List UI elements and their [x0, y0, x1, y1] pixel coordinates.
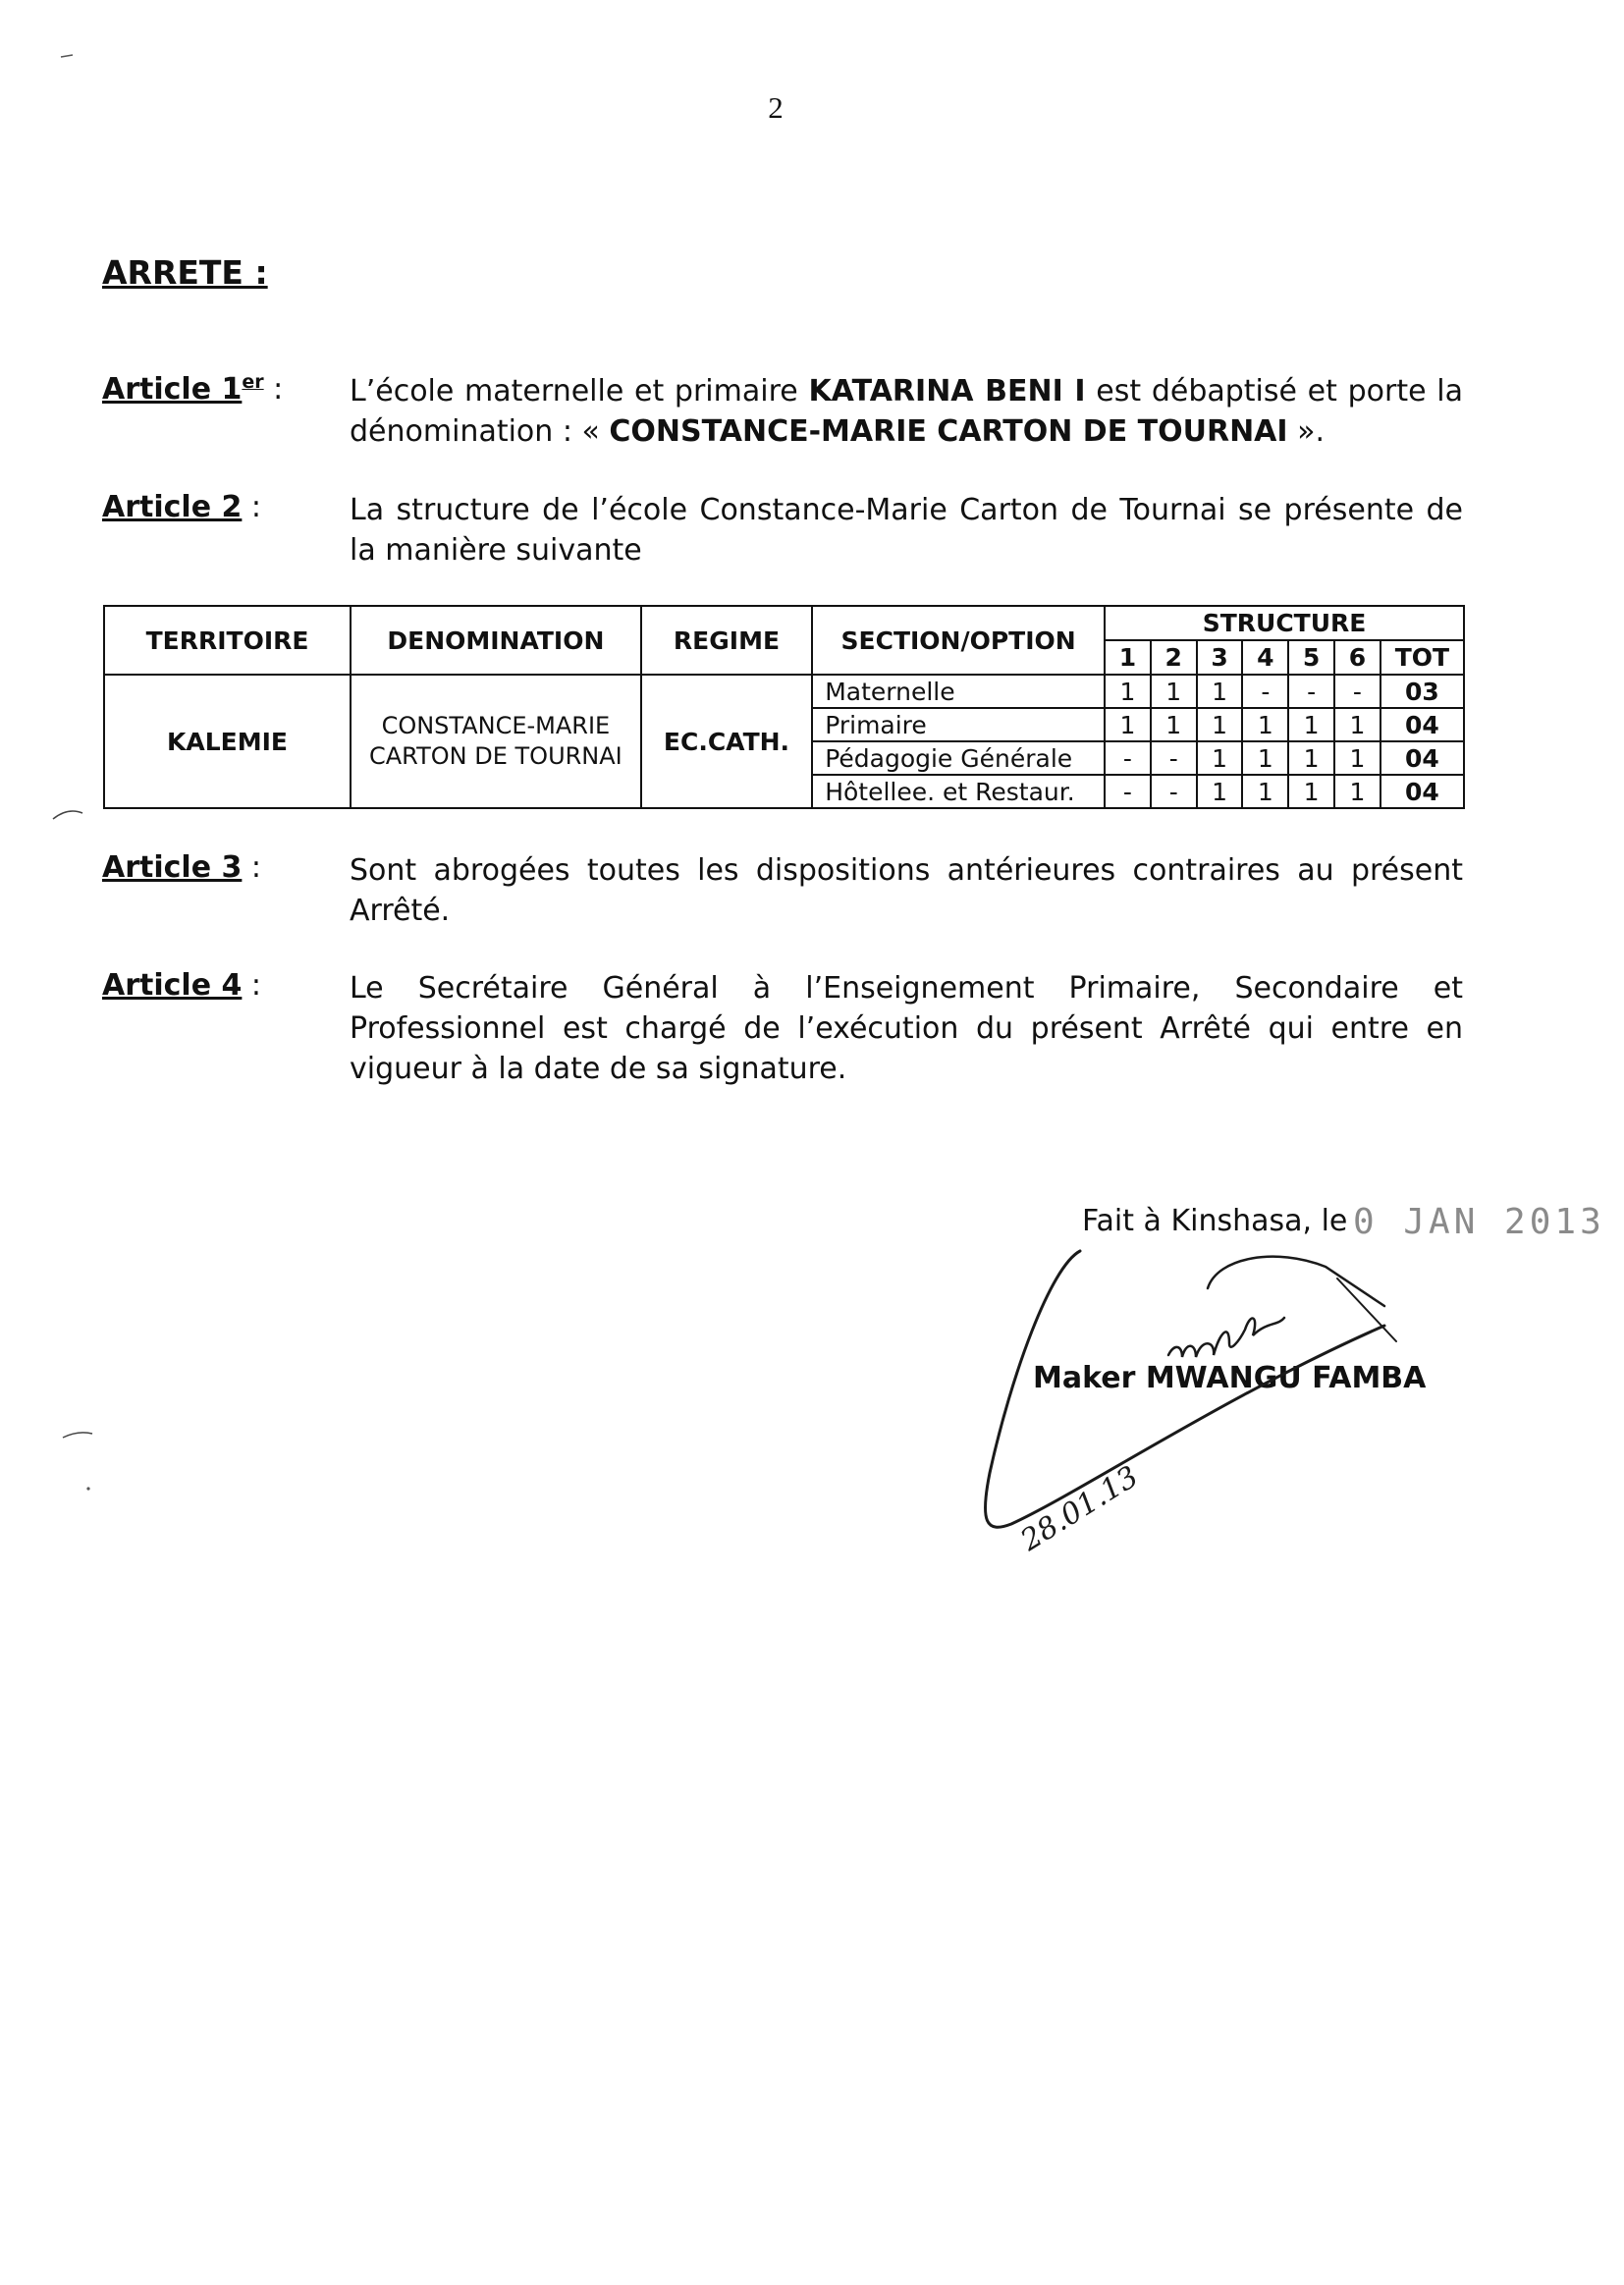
total-cell: 04 [1380, 708, 1464, 741]
structure-cell: - [1151, 741, 1197, 775]
total-cell: 04 [1380, 741, 1464, 775]
header-territoire: TERRITOIRE [104, 606, 351, 675]
article-1-label: Article 1er : [102, 371, 284, 407]
article-2-label: Article 2 : [102, 490, 262, 524]
school-structure-table [103, 605, 1465, 809]
article-1 [102, 371, 1463, 452]
total-cell: 04 [1380, 775, 1464, 808]
article-2-text: La structure de l’école Constance-Marie Carton de Tournai se présente de la manière suivante [350, 493, 1463, 568]
structure-cell: 1 [1105, 675, 1151, 708]
handwritten-signature [972, 1227, 1404, 1581]
structure-cell: - [1151, 775, 1197, 808]
structure-cell: - [1334, 675, 1380, 708]
structure-cell: 1 [1334, 775, 1380, 808]
section-cell: Pédagogie Générale [812, 741, 1105, 775]
structure-cell: 1 [1242, 708, 1288, 741]
signatory-name: Maker MWANGU FAMBA [1033, 1361, 1427, 1395]
article-4-label: Article 4 : [102, 968, 262, 1003]
place-date-line: Fait à Kinshasa, le [1082, 1204, 1348, 1238]
header-structure: STRUCTURE [1105, 606, 1464, 640]
scan-mark [59, 1426, 98, 1445]
structure-cell: 1 [1151, 675, 1197, 708]
header-section: SECTION/OPTION [812, 606, 1105, 675]
header-year-1: 1 [1105, 640, 1151, 675]
structure-cell: - [1288, 675, 1334, 708]
header-year-6: 6 [1334, 640, 1380, 675]
table-header-row [104, 606, 1464, 640]
header-year-3: 3 [1197, 640, 1243, 675]
denomination-cell: CONSTANCE-MARIE CARTON DE TOURNAI [351, 675, 641, 808]
scan-mark [84, 1485, 94, 1495]
header-denomination: DENOMINATION [351, 606, 641, 675]
article-3-text: Sont abrogées toutes les dispositions antérieures contraires au présent Arrêté. [350, 853, 1463, 928]
date-stamp: 0 JAN 2013 [1353, 1202, 1605, 1242]
article-3 [102, 850, 1463, 931]
structure-cell: - [1105, 741, 1151, 775]
article-4 [102, 968, 1463, 1089]
structure-cell: 1 [1288, 708, 1334, 741]
table-row [104, 675, 1464, 708]
header-year-4: 4 [1242, 640, 1288, 675]
structure-cell: 1 [1197, 741, 1243, 775]
section-cell: Maternelle [812, 675, 1105, 708]
scan-mark [49, 803, 88, 823]
structure-cell: 1 [1197, 675, 1243, 708]
scan-mark [59, 51, 79, 61]
structure-cell: 1 [1105, 708, 1151, 741]
structure-cell: 1 [1242, 775, 1288, 808]
regime-cell: EC.CATH. [641, 675, 812, 808]
structure-cell: 1 [1151, 708, 1197, 741]
territory-cell: KALEMIE [104, 675, 351, 808]
structure-cell: 1 [1334, 708, 1380, 741]
structure-cell: - [1105, 775, 1151, 808]
section-cell: Primaire [812, 708, 1105, 741]
structure-cell: 1 [1197, 708, 1243, 741]
header-year-2: 2 [1151, 640, 1197, 675]
section-cell: Hôtellee. et Restaur. [812, 775, 1105, 808]
structure-cell: 1 [1288, 775, 1334, 808]
structure-cell: 1 [1334, 741, 1380, 775]
structure-cell: 1 [1288, 741, 1334, 775]
article-1-text: L’école maternelle et primaire KATARINA BENI I est débaptisé et porte la dénomination : « CONSTANCE-MARIE CARTON DE TOURNAI ». [350, 374, 1463, 449]
structure-cell: - [1242, 675, 1288, 708]
header-regime: REGIME [641, 606, 812, 675]
article-4-text: Le Secrétaire Général à l’Enseignement Primaire, Secondaire et Professionnel est chargé de l’exécution du présent Arrêté qui entre en vigueur à la date de sa signature. [350, 971, 1463, 1086]
structure-cell: 1 [1197, 775, 1243, 808]
header-year-5: 5 [1288, 640, 1334, 675]
total-cell: 03 [1380, 675, 1464, 708]
old-school-name: KATARINA BENI I [808, 374, 1086, 408]
article-2 [102, 490, 1463, 571]
article-3-label: Article 3 : [102, 850, 262, 885]
new-school-name: CONSTANCE-MARIE CARTON DE TOURNAI [609, 414, 1288, 449]
page-number: 2 [768, 90, 784, 125]
header-total: TOT [1380, 640, 1464, 675]
decree-heading: ARRETE : [102, 253, 268, 292]
handwritten-date: 28.01.13 [1014, 1459, 1145, 1558]
structure-cell: 1 [1242, 741, 1288, 775]
